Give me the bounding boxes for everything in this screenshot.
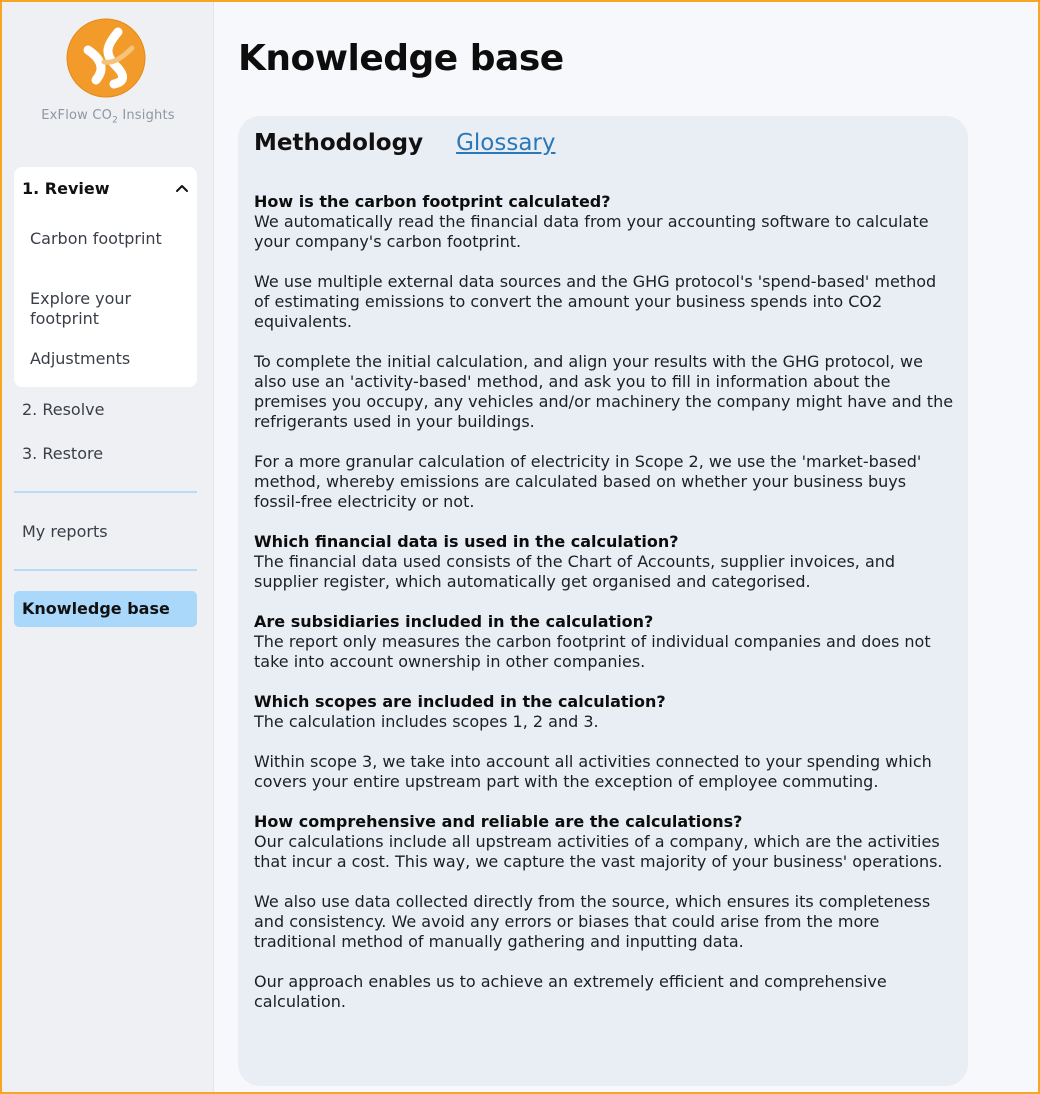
- tab-methodology[interactable]: Methodology: [254, 130, 424, 156]
- faq-answer: The calculation includes scopes 1, 2 and 3.: [254, 712, 599, 731]
- faq-answer: The report only measures the carbon footprint of individual companies and does not take into account ownership in other companies.: [254, 632, 931, 671]
- nav-item-resolve[interactable]: 2. Resolve: [22, 400, 105, 419]
- nav-section-review: [14, 167, 197, 387]
- faq-answer: We use multiple external data sources and the GHG protocol's 'spend-based' method of estimating emissions to convert the amount your business spends into CO2 equivalents.: [254, 272, 937, 331]
- sidebar: [2, 2, 214, 1092]
- faq-item: [254, 812, 954, 872]
- nav-review-toggle[interactable]: [22, 177, 189, 199]
- faq-answer: For a more granular calculation of electricity in Scope 2, we use the 'market-based' method, whereby emissions are calculated based on whether your business buys fossil-free electricity or not.: [254, 452, 922, 511]
- faq-item: [254, 612, 954, 672]
- faq-answer: To complete the initial calculation, and align your results with the GHG protocol, we also use an 'activity-based' method, and ask you to fill in information about the premises you occupy, any vehicles and/or machinery the company might have and the refrigerants used in your buildings.: [254, 352, 954, 431]
- nav-item-adjustments[interactable]: Adjustments: [30, 349, 131, 368]
- faq-question: How comprehensive and reliable are the calculations?: [254, 812, 743, 831]
- knowledge-card: [238, 116, 968, 1086]
- faq-answer: Our approach enables us to achieve an extremely efficient and comprehensive calculation.: [254, 972, 887, 1011]
- faq-answer: We automatically read the financial data from your accounting software to calculate your company's carbon footprint.: [254, 212, 929, 251]
- sidebar-divider: [14, 569, 197, 571]
- nav-item-carbon-footprint[interactable]: Carbon footprint: [30, 229, 162, 248]
- faq-item: [254, 532, 954, 592]
- faq-item: [254, 192, 954, 252]
- nav-item-restore[interactable]: 3. Restore: [22, 444, 104, 463]
- chevron-up-icon: [175, 181, 189, 195]
- nav-review-label: 1. Review: [22, 178, 110, 198]
- faq-answer: We also use data collected directly from the source, which ensures its completeness and consistency. We avoid any errors or biases that could arise from the more traditional method of manually gathering and inputting data.: [254, 892, 931, 951]
- exflow-logo-icon: [66, 18, 146, 98]
- methodology-text: [254, 192, 954, 1032]
- nav-item-knowledge-base[interactable]: Knowledge base: [14, 591, 197, 627]
- page-title: Knowledge base: [238, 38, 564, 79]
- brand-name: ExFlow $CO_2$ Insights: [41, 108, 175, 126]
- faq-question: How is the carbon footprint calculated?: [254, 192, 611, 211]
- sidebar-divider: [14, 491, 197, 493]
- faq-question: Are subsidiaries included in the calculation?: [254, 612, 654, 631]
- tab-glossary[interactable]: Glossary: [456, 130, 556, 156]
- faq-question: Which financial data is used in the calculation?: [254, 532, 679, 551]
- faq-answer: Within scope 3, we take into account all activities connected to your spending which covers your entire upstream part with the exception of employee commuting.: [254, 752, 932, 791]
- main-content: [214, 2, 1038, 1092]
- tab-bar: [254, 130, 556, 156]
- faq-answer: The financial data used consists of the Chart of Accounts, supplier invoices, and supplier register, which automatically get organised and categorised.: [254, 552, 896, 591]
- nav-item-explore-footprint[interactable]: Explore your footprint: [30, 289, 132, 328]
- faq-question: Which scopes are included in the calculation?: [254, 692, 666, 711]
- nav-item-my-reports[interactable]: My reports: [22, 522, 108, 541]
- faq-answer: Our calculations include all upstream activities of a company, which are the activities that incur a cost. This way, we capture the vast majority of your business' operations.: [254, 832, 943, 871]
- faq-item: [254, 692, 954, 732]
